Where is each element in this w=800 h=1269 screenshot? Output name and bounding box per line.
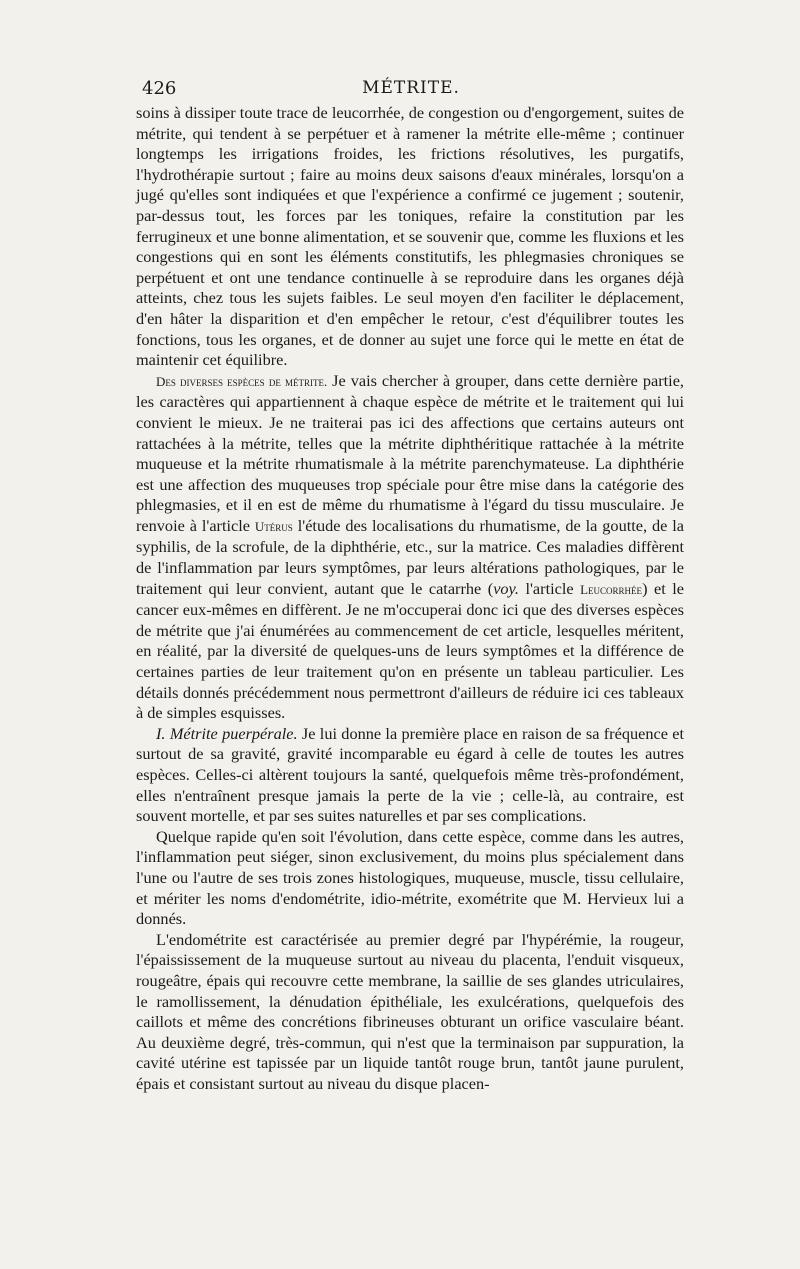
paragraph-1: soins à dissiper toute trace de leucorrhée, de congestion ou d'engorgement, suites de métrite, qui tendent à se perpétuer et à ramener la métrite elle-même ; continuer longtemps les irrigations froides, les frictions résolutives, les purgatifs, l'hydrothérapie surtout ; faire au moins deux saisons d'eaux minérales, lorsqu'on a jugé qu'elles sont indiquées et que l'expérience a confirmé ce jugement ; soutenir, par-dessus tout, les forces par les toniques, refaire la constitution par les ferrugineux et une bonne alimentation, et se souvenir que, comme les fluxions et les congestions qui en sont les éléments constitutifs, les phlegmasies chroniques se perpétuent et ont une tendance continuelle à se reproduire dans les organes déjà atteints, chez tous les sujets faibles. Le seul moyen d'en faciliter le déplacement, d'en hâter la disparition et d'en empêcher le retour, c'est d'équilibrer toutes les fonctions, tous les organes, et de donner au sujet une force qui le mette en état de maintenir cet équilibre. <box>136 103 684 370</box>
paragraph-5: L'endométrite est caractérisée au premier degré par l'hypérémie, la rougeur, l'épaississement de la muqueuse surtout au niveau du placenta, l'enduit visqueux, rougeâtre, épais qui recouvre cette membrane, la saillie de ses glandes utriculaires, le ramollissement, la dénudation épithéliale, les exulcérations, quelquefois des caillots et même des concrétions fibrineuses obturant un orifice vasculaire béant. Au deuxième degré, très-commun, qui n'est que la terminaison par suppuration, la cavité utérine est tapissée par un liquide tantôt rouge brun, tantôt jaune purulent, épais et consistant surtout au niveau du disque placen- <box>136 929 684 1093</box>
page-number: 426 <box>142 78 177 99</box>
paragraph-3: I. Métrite puerpérale. Je lui donne la première place en raison de sa fréquence et surtout de sa gravité, gravité incomparable eu égard à celle de toutes les autres espèces. Celles-ci altèrent toujours la santé, quelquefois même très-profondément, elles n'entraînent presque jamais la perte de la vie ; celle-là, au contraire, est souvent mortelle, et par ses suites naturelles et par ses complications. <box>136 723 684 826</box>
paragraph-4: Quelque rapide qu'en soit l'évolution, dans cette espèce, comme dans les autres, l'inflammation peut siéger, sinon exclusivement, du moins plus spécialement dans l'une ou l'autre de ses trois zones histologiques, muqueuse, muscle, tissu cellulaire, et mériter les noms d'endométrite, idio-métrite, exométrite que M. Hervieux lui a donnés. <box>136 826 684 929</box>
section-heading-species: Des diverses espèces de métrite. <box>156 373 328 389</box>
page-header <box>142 78 680 104</box>
cross-reference-uterus: Utérus <box>254 518 293 534</box>
body-text <box>136 103 684 1095</box>
section-heading-puerperale: I. Métrite puerpérale. <box>156 723 298 743</box>
paragraph-2: Des diverses espèces de métrite. Je vais chercher à grouper, dans cette dernière partie, les caractères qui appartiennent à chaque espèce de métrite et le traitement qui lui convient le mieux. Je ne traiterai pas ici des affections que certains auteurs ont rattachées à la métrite, telles que la métrite diphthéritique rattachée à la métrite muqueuse et la métrite rhumatismale à la métrite parenchymateuse. La diphthérie est une affection des muqueuses trop spéciale pour être mise dans la catégorie des phlegmasies, et il en est de même du rhumatisme à l'égard du tissu musculaire. Je renvoie à l'article Utérus l'étude des localisations du rhumatisme, de la goutte, de la syphilis, de la scrofule, de la diphthérie, etc., sur la matrice. Ces maladies diffèrent de l'inflammation par leurs symptômes, par leurs altérations pathologiques, par le traitement qui leur convient, autant que le catarrhe (voy. l'article Leucorrhée) et le cancer eux-mêmes en diffèrent. Je ne m'occuperai donc ici que des diverses espèces de métrite que j'ai énumérées au commencement de cet article, lesquelles méritent, en réalité, par la diversité de quelques-uns de leurs symptômes et la différence de certaines parties de leur traitement qu'on en présente un tableau particulier. Les détails donnés précédemment nous permettront d'ailleurs de réduire ici ces tableaux à de simples esquisses. <box>136 370 684 723</box>
running-title: MÉTRITE. <box>362 78 460 98</box>
cross-reference-leucorrhee: Leucorrhée <box>580 581 643 597</box>
